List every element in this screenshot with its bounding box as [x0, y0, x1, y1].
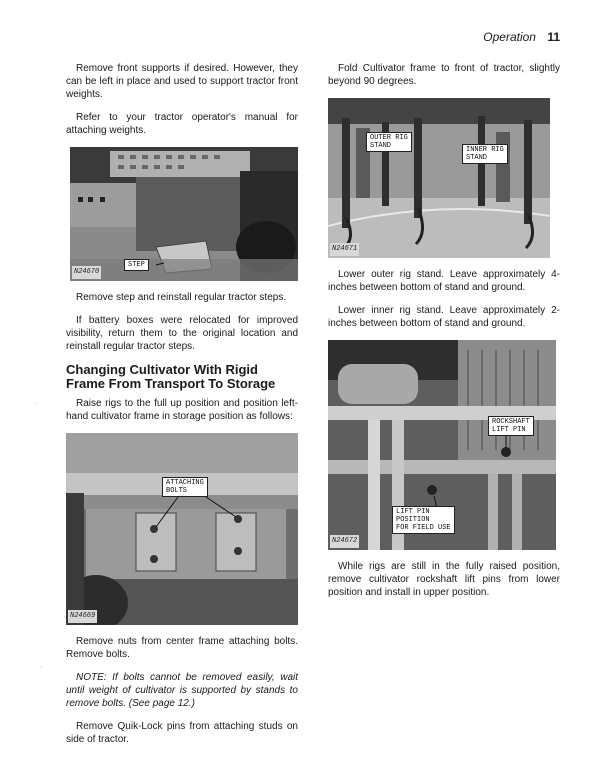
section-title: Operation	[483, 30, 536, 44]
page-header	[483, 30, 560, 44]
paragraph: Lower inner rig stand. Leave approximately 2-inches between bottom of stand and ground.	[328, 305, 560, 329]
paragraph: Fold Cultivator frame to front of tractor, slightly beyond 90 degrees.	[328, 63, 560, 87]
figure-id: N24670	[72, 266, 101, 279]
page-number: 11	[547, 30, 560, 44]
paragraph: While rigs are still in the fully raised position, remove cultivator rockshaft lift pins from lower position and install in upper position.	[328, 561, 560, 598]
figure-id: N24671	[330, 243, 359, 256]
callout-attaching-bolts: ATTACHING BOLTS	[162, 477, 208, 497]
figure-rockshaft-photo	[328, 340, 556, 550]
step-photo-illustration	[70, 147, 298, 281]
callout-lift-pin-position: LIFT PIN POSITION FOR FIELD USE	[392, 506, 455, 534]
scan-speck: ·	[34, 400, 37, 407]
rig-stand-illustration	[328, 98, 550, 258]
figure-id: N24672	[330, 535, 359, 548]
left-column	[66, 62, 298, 756]
paragraph: Remove step and reinstall regular tractor steps.	[76, 292, 287, 303]
figure-step-photo	[70, 147, 298, 281]
figure-attaching-bolts-photo	[66, 433, 298, 625]
callout-inner-rig-stand: INNER RIG STAND	[462, 144, 508, 164]
scan-speck: ·	[40, 664, 43, 671]
paragraph: If battery boxes were relocated for improved visibility, return them to the original location and reinstall regular tractor steps.	[66, 315, 298, 352]
section-heading: Changing Cultivator With Rigid Frame From Transport To Storage	[66, 362, 276, 391]
callout-rockshaft-lift-pin: ROCKSHAFT LIFT PIN	[488, 416, 534, 436]
right-column	[328, 62, 560, 609]
paragraph: Remove Quik-Lock pins from attaching studs on side of tractor.	[66, 721, 298, 745]
paragraph: Raise rigs to the full up position and position left-hand cultivator frame in storage position as follows:	[66, 398, 298, 422]
figure-id: N24669	[68, 610, 97, 623]
paragraph: Refer to your tractor operator's manual for attaching weights.	[66, 112, 298, 136]
paragraph: Lower outer rig stand. Leave approximately 4-inches between bottom of stand and ground.	[328, 269, 560, 293]
paragraph: Remove front supports if desired. However, they can be left in place and used to support tractor front weights.	[66, 63, 298, 100]
figure-rig-stand-photo	[328, 98, 550, 258]
callout-outer-rig-stand: OUTER RIG STAND	[366, 132, 412, 152]
attaching-bolts-illustration	[66, 433, 298, 625]
paragraph: Remove nuts from center frame attaching bolts. Remove bolts.	[66, 636, 298, 660]
callout-step: STEP	[124, 259, 149, 271]
note: NOTE: If bolts cannot be removed easily, wait until weight of cultivator is supported by stands to remove bolts. (See page 12.)	[66, 672, 298, 709]
